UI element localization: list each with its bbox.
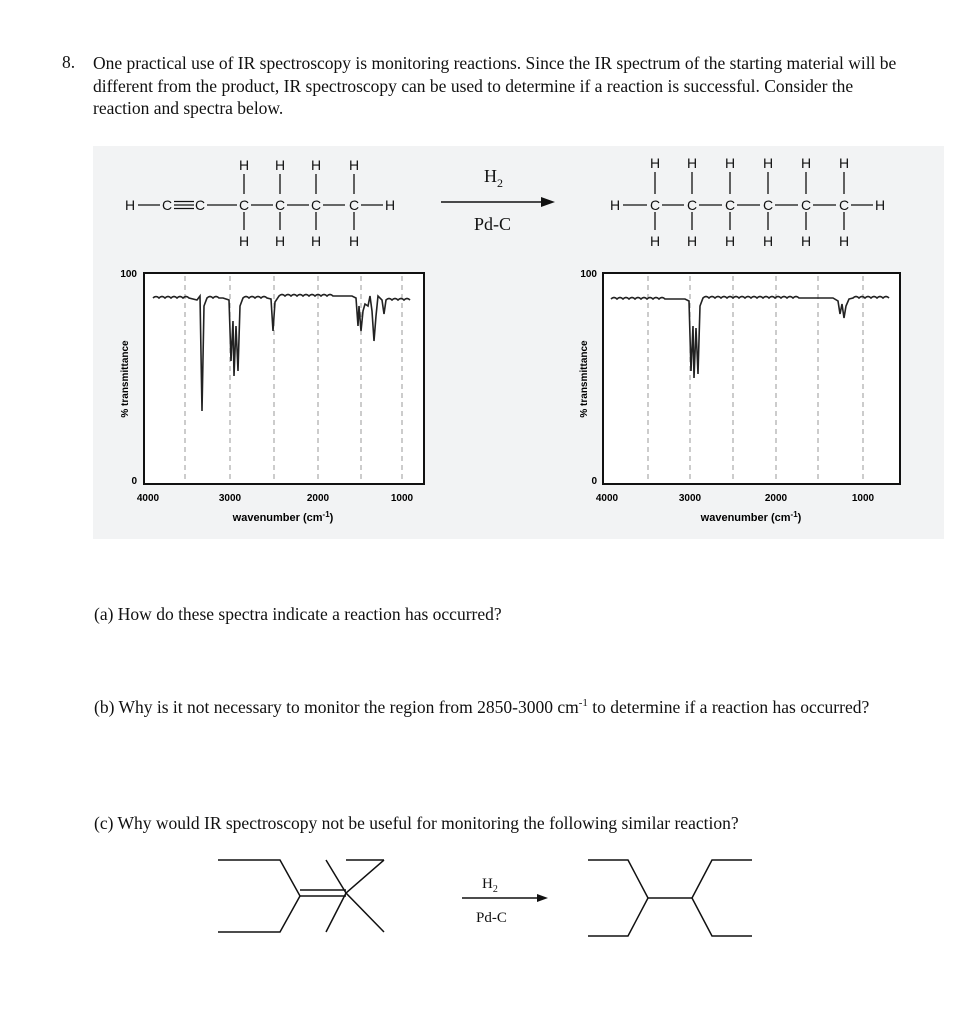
atom-h: H (687, 155, 698, 171)
part-b-sup: -1 (578, 697, 588, 710)
atom-h: H (349, 233, 360, 249)
x-tick-2000: 2000 (764, 493, 788, 504)
figure-panel (93, 146, 944, 539)
part-c: (c) Why would IR spectroscopy not be useful for monitoring the following similar reaction? (94, 813, 739, 833)
atom-h: H (725, 233, 736, 249)
x-tick-4000: 4000 (136, 493, 160, 504)
atom-c: C (162, 197, 173, 213)
atom-h: H (275, 233, 286, 249)
atom-h: H (650, 233, 661, 249)
atom-h: H (311, 157, 322, 173)
atom-h: H (875, 197, 886, 213)
y-tick-100: 100 (120, 269, 137, 280)
catalyst-label-small: Pd-C (476, 910, 507, 926)
y-axis-label: % transmittance (120, 340, 131, 418)
atom-c: C (687, 197, 698, 213)
x-tick-4000: 4000 (595, 493, 619, 504)
atom-h: H (725, 155, 736, 171)
atom-c: C (195, 197, 206, 213)
atom-c: C (650, 197, 661, 213)
y-tick-0: 0 (591, 476, 597, 487)
reactant-structure (125, 157, 395, 249)
atom-h: H (239, 157, 250, 173)
part-b-text-end: to determine if a reaction has occurred? (587, 697, 870, 717)
alkane-structure (588, 860, 752, 936)
question-number: 8. (62, 52, 76, 72)
atom-h: H (239, 233, 250, 249)
spectrum-reactant (120, 269, 424, 524)
atom-h: H (763, 155, 774, 171)
catalyst-label: Pd-C (474, 214, 512, 234)
atom-c: C (763, 197, 774, 213)
x-axis-label: wavenumber $(cm^{-1})$ (700, 510, 802, 524)
atom-h: H (610, 197, 621, 213)
y-axis-label: % transmittance (579, 340, 590, 418)
product-structure (610, 155, 885, 249)
atom-h: H (801, 233, 812, 249)
atom-c: C (239, 197, 250, 213)
x-tick-3000: 3000 (218, 493, 242, 504)
x-tick-3000: 3000 (678, 493, 702, 504)
alkene-structure (218, 860, 384, 932)
reaction-arrow (441, 166, 555, 234)
atom-h: H (801, 155, 812, 171)
question-text: One practical use of IR spectroscopy is monitoring reactions. Since the IR spectrum of the starting material will be different from the product, IR spectroscopy can be used to determine if a reaction is successful. Consider the reaction and spectra below. (93, 53, 897, 118)
part-b (94, 696, 924, 719)
atom-h: H (839, 155, 850, 171)
atom-c: C (275, 197, 286, 213)
y-tick-0: 0 (131, 476, 137, 487)
reagent-h2: $H_2$ (484, 166, 503, 190)
x-axis-label: wavenumber $(cm^{-1})$ (232, 510, 334, 524)
atom-h: H (839, 233, 850, 249)
spectrum-product (579, 269, 900, 524)
atom-h: H (385, 197, 396, 213)
atom-h: H (125, 197, 136, 213)
atom-c: C (839, 197, 850, 213)
atom-c: C (311, 197, 322, 213)
atom-h: H (687, 233, 698, 249)
atom-h: H (650, 155, 661, 171)
atom-c: C (349, 197, 360, 213)
x-tick-1000: 1000 (390, 493, 414, 504)
atom-h: H (311, 233, 322, 249)
atom-c: C (725, 197, 736, 213)
part-a: (a) How do these spectra indicate a reaction has occurred? (94, 604, 502, 624)
atom-h: H (349, 157, 360, 173)
y-tick-100: 100 (580, 269, 597, 280)
reagent-h2-small: $H_2$ (482, 876, 498, 895)
x-tick-1000: 1000 (851, 493, 875, 504)
atom-h: H (275, 157, 286, 173)
atom-c: C (801, 197, 812, 213)
alkene-reaction-figure (200, 850, 780, 950)
reaction-arrow-small (462, 876, 548, 926)
part-b-text: (b) Why is it not necessary to monitor the region from 2850-3000 cm (94, 697, 579, 717)
x-tick-2000: 2000 (306, 493, 330, 504)
atom-h: H (763, 233, 774, 249)
